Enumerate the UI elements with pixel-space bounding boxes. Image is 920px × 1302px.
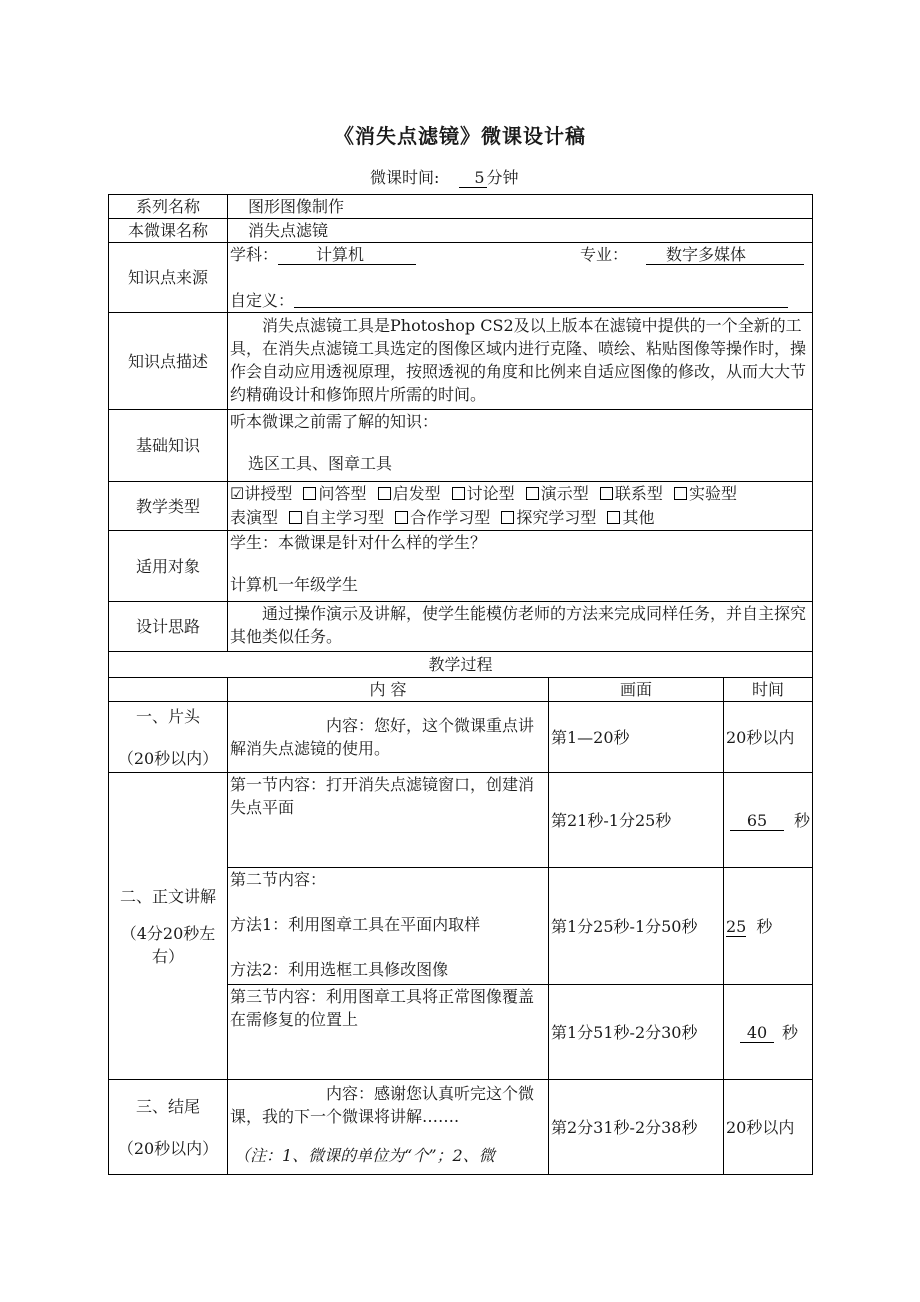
audience-cell: [228, 531, 813, 602]
opening-sub: （20秒以内）: [117, 748, 219, 768]
row-ending: [109, 1080, 813, 1175]
row-audience: [109, 531, 813, 602]
ending-label: 三、结尾 （20秒以内）: [109, 1080, 228, 1175]
row-opening: [109, 702, 813, 773]
opening-screen: 第1—20秒: [549, 702, 724, 773]
duration-unit: 分钟: [486, 168, 519, 187]
audience-prompt: 学生：本微课是针对什么样的学生？: [230, 533, 487, 552]
type-options: [228, 482, 813, 531]
type-option[interactable]: 实验型: [674, 484, 737, 503]
source-label: 知识点来源: [109, 243, 228, 313]
source-cell: [228, 243, 813, 313]
row-design: [109, 602, 813, 652]
duration-value: 5: [459, 169, 487, 188]
main-label: 二、正文讲解 （4分20秒左右）: [109, 773, 228, 1080]
type-label: 教学类型: [109, 482, 228, 531]
blank-header: [109, 678, 228, 702]
basic-label: 基础知识: [109, 410, 228, 482]
desc-label: 知识点描述: [109, 313, 228, 410]
section-2-screen: 第1分25秒-1分50秒: [549, 868, 724, 985]
section-1-screen: 第21秒-1分25秒: [549, 773, 724, 868]
type-option[interactable]: ☑讲授型: [230, 484, 293, 503]
basic-answer: 选区工具、图章工具: [248, 454, 393, 473]
process-header: 教学过程: [109, 652, 813, 678]
col-screen-header: 画面: [549, 678, 724, 702]
row-source: [109, 243, 813, 313]
row-name: [109, 219, 813, 243]
duration-label: 微课时间:: [370, 168, 440, 187]
ending-sub: （20秒以内）: [117, 1138, 219, 1158]
row-process-header: [109, 652, 813, 678]
basic-cell: [228, 410, 813, 482]
row-series: [109, 195, 813, 219]
section-3-content: 第三节内容：利用图章工具将正常图像覆盖在需修复的位置上: [228, 985, 549, 1080]
ending-note: （注：1、微课的单位为“个”；2、微: [234, 1146, 495, 1165]
type-option[interactable]: 问答型: [303, 484, 366, 503]
type-option[interactable]: 演示型: [526, 484, 589, 503]
subject-label: 学科：: [230, 245, 279, 264]
type-option[interactable]: 讨论型: [452, 484, 515, 503]
basic-prompt: 听本微课之前需了解的知识：: [230, 412, 439, 431]
major-value: 数字多媒体: [646, 246, 804, 265]
section-2-time: 25 秒: [724, 868, 813, 985]
type-option[interactable]: 其他: [607, 508, 654, 527]
row-column-headers: [109, 678, 813, 702]
type-option[interactable]: 探究学习型: [501, 508, 596, 527]
series-label: 系列名称: [109, 195, 228, 219]
custom-label: 自定义：: [230, 291, 295, 310]
opening-content: 内容：您好，这个微课重点讲解消失点滤镜的使用。: [228, 702, 549, 773]
row-description: [109, 313, 813, 410]
document-title: 《消失点滤镜》微课设计稿: [334, 124, 586, 148]
main-sub: （4分20秒左右）: [120, 923, 216, 966]
design-table: [108, 194, 813, 1175]
col-time-header: 时间: [724, 678, 813, 702]
ending-time: 20秒以内: [724, 1080, 813, 1175]
audience-answer: 计算机一年级学生: [230, 575, 359, 594]
type-option[interactable]: 启发型: [378, 484, 441, 503]
desc-text: 消失点滤镜工具是Photoshop CS2及以上版本在滤镜中提供的一个全新的工具，在消失点滤镜工具选定的图像区域内进行克隆、喷绘、粘贴图像等操作时，操作会自动应用透视原理，按照透视的角度和比例来自适应图像的修改，从而大大节约精确设计和修饰照片所需的时间。: [228, 313, 813, 410]
design-text: 通过操作演示及讲解，使学生能模仿老师的方法来完成同样任务，并自主探究其他类似任务。: [228, 602, 813, 652]
row-section-1: [109, 773, 813, 868]
row-type: [109, 482, 813, 531]
ending-screen: 第2分31秒-2分38秒: [549, 1080, 724, 1175]
type-option[interactable]: 联系型: [600, 484, 663, 503]
subject-value: 计算机: [278, 246, 416, 265]
opening-label: 一、片头 （20秒以内）: [109, 702, 228, 773]
section-3-time: 40 秒: [724, 985, 813, 1080]
duration-line: [370, 165, 519, 188]
col-content-header: 内 容: [228, 678, 549, 702]
ending-content: 内容：感谢您认真听完这个微课，我的下一个微课将讲解……. （注：1、微课的单位为“个”；2、微: [228, 1080, 549, 1175]
type-option[interactable]: 合作学习型: [395, 508, 490, 527]
audience-label: 适用对象: [109, 531, 228, 602]
section-1-content: 第一节内容：打开消失点滤镜窗口，创建消失点平面: [228, 773, 549, 868]
type-option[interactable]: 表演型: [230, 508, 279, 527]
row-basic: [109, 410, 813, 482]
opening-time: 20秒以内: [724, 702, 813, 773]
series-value: 图形图像制作: [228, 195, 813, 219]
design-label: 设计思路: [109, 602, 228, 652]
type-option[interactable]: 自主学习型: [289, 508, 384, 527]
major-label: 专业：: [580, 245, 629, 264]
section-3-screen: 第1分51秒-2分30秒: [549, 985, 724, 1080]
section-2-content: 第二节内容： 方法1：利用图章工具在平面内取样 方法2：利用选框工具修改图像: [228, 868, 549, 985]
section-1-time: 65 秒: [724, 773, 813, 868]
name-value: 消失点滤镜: [228, 219, 813, 243]
custom-field: [294, 289, 788, 308]
name-label: 本微课名称: [109, 219, 228, 243]
